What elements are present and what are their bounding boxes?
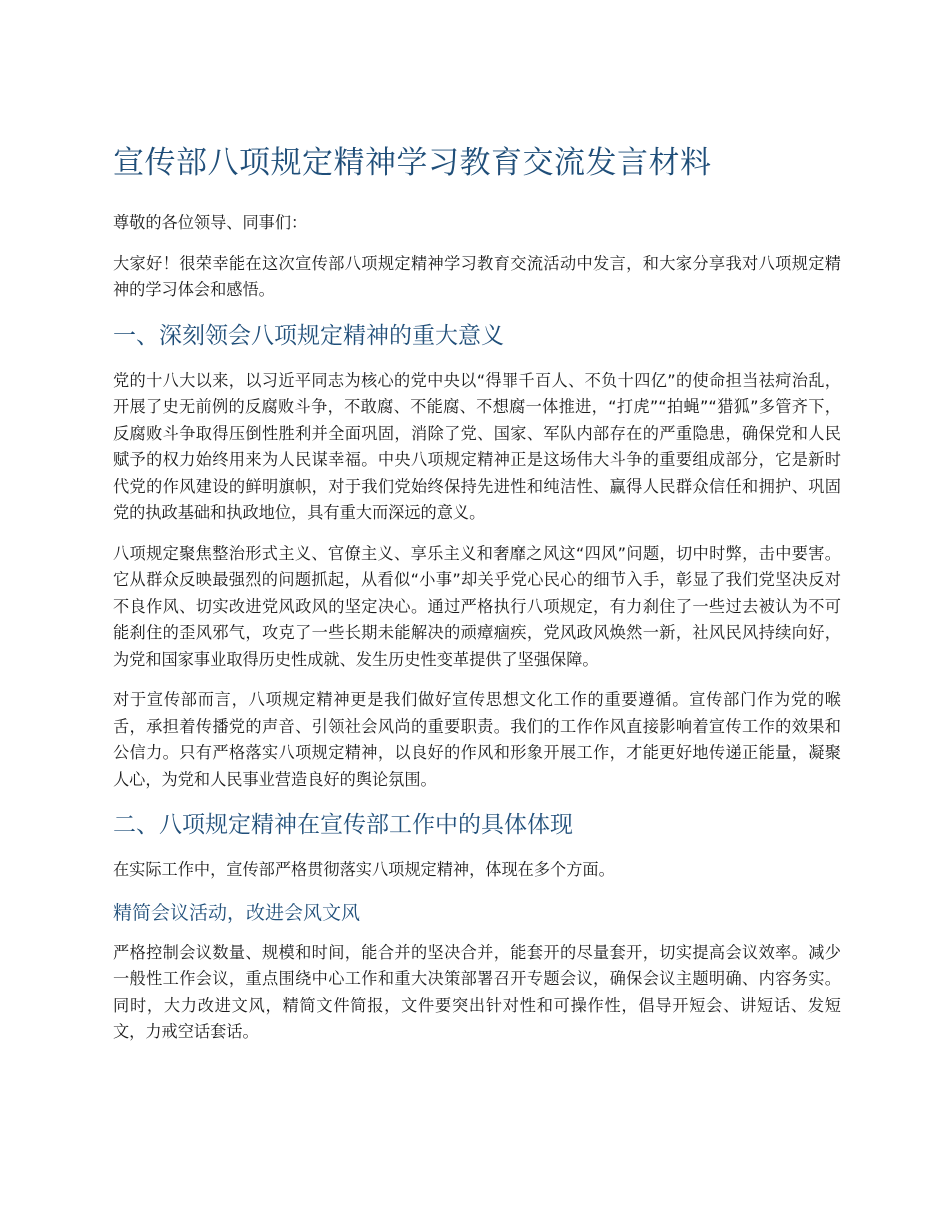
document-page bbox=[113, 138, 841, 1060]
section-2 bbox=[113, 807, 841, 1046]
intro-paragraph: 大家好！很荣幸能在这次宣传部八项规定精神学习教育交流活动中发言，和大家分享我对八项规定精神的学习体会和感悟。 bbox=[113, 253, 841, 299]
section-1 bbox=[113, 318, 841, 794]
section-1-paragraph-3: 对于宣传部而言，八项规定精神更是我们做好宣传思想文化工作的重要遵循。宣传部门作为党的喉舌，承担着传播党的声音、引领社会风尚的重要职责。我们的工作作风直接影响着宣传工作的效果和公信力。只有严格落实八项规定精神，以良好的作风和形象开展工作，才能更好地传递正能量，凝聚人心，为党和人民事业营造良好的舆论氛围。 bbox=[113, 690, 841, 789]
section-2-heading: 二、八项规定精神在宣传部工作中的具体体现 bbox=[113, 812, 573, 838]
document-title: 宣传部八项规定精神学习教育交流发言材料 bbox=[113, 145, 712, 181]
section-2-sub-1-paragraph: 严格控制会议数量、规模和时间，能合并的坚决合并，能套开的尽量套开，切实提高会议效率。减少一般性工作会议，重点围绕中心工作和重大决策部署召开专题会议，确保会议主题明确、内容务实。同时，大力改进文风，精简文件简报，文件要突出针对性和可操作性，倡导开短会、讲短话、发短文，力戒空话套话。 bbox=[113, 942, 841, 1041]
section-2-subheading-1: 精简会议活动，改进会风文风 bbox=[113, 901, 361, 924]
greeting-paragraph: 尊敬的各位领导、同事们： bbox=[113, 213, 308, 232]
section-1-paragraph-1: 党的十八大以来，以习近平同志为核心的党中央以“得罪千百人、不负十四亿”的使命担当祛疴治乱，开展了史无前例的反腐败斗争，不敢腐、不能腐、不想腐一体推进，“打虎”“拍蝇”“猎狐”多管齐下，反腐败斗争取得压倒性胜利并全面巩固，消除了党、国家、军队内部存在的严重隐患，确保党和人民赋予的权力始终用来为人民谋幸福。中央八项规定精神正是这场伟大斗争的重要组成部分，它是新时代党的作风建设的鲜明旗帜，对于我们党始终保持先进性和纯洁性、赢得人民群众信任和拥护、巩固党的执政基础和执政地位，具有重大而深远的意义。 bbox=[113, 370, 841, 522]
section-1-heading: 一、深刻领会八项规定精神的重大意义 bbox=[113, 322, 504, 349]
section-1-paragraph-2: 八项规定聚焦整治形式主义、官僚主义、享乐主义和奢靡之风这“四风”问题，切中时弊，击中要害。它从群众反映最强烈的问题抓起，从看似“小事”却关乎党心民心的细节入手，彰显了我们党坚决反对不良作风、切实改进党风政风的坚定决心。通过严格执行八项规定，有力刹住了一些过去被认为不可能刹住的歪风邪气，攻克了一些长期未能解决的顽瘴痼疾，党风政风焕然一新，社风民风持续向好，为党和国家事业取得历史性成就、发生历史性变革提供了坚强保障。 bbox=[113, 543, 841, 669]
section-2-intro: 在实际工作中，宣传部严格贯彻落实八项规定精神，体现在多个方面。 bbox=[113, 860, 615, 879]
